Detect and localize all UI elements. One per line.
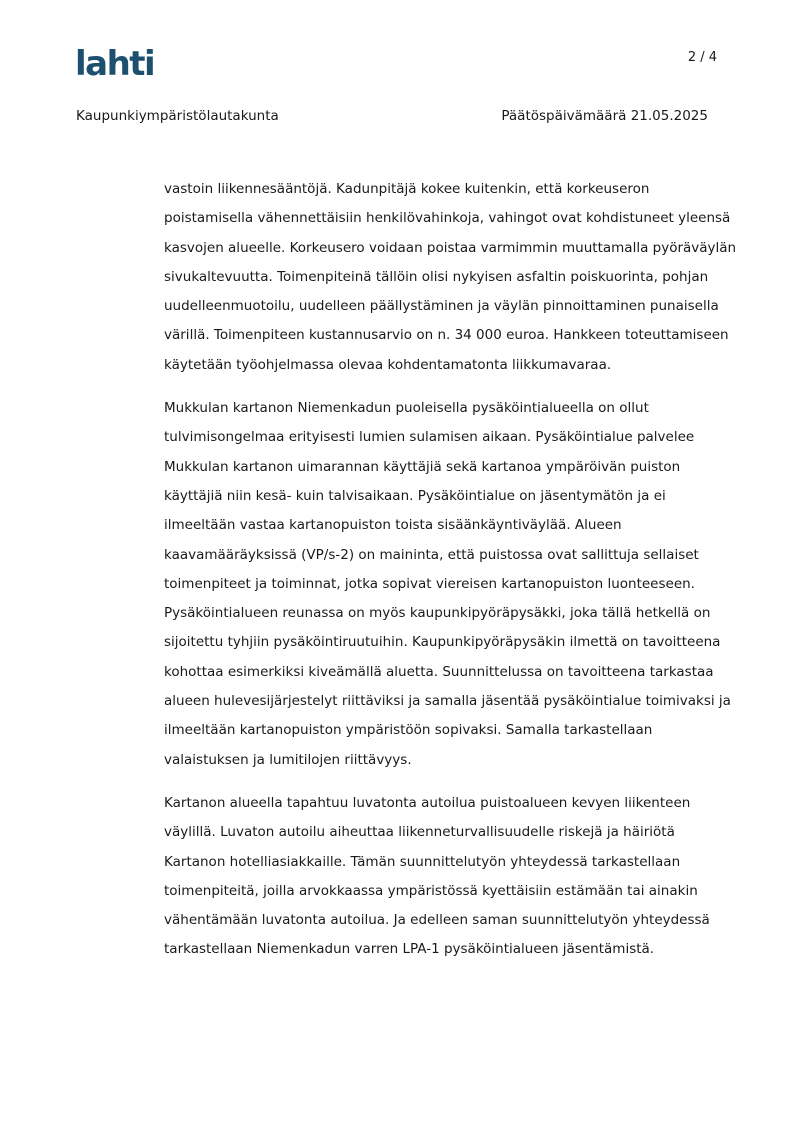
text-line: kasvojen alueelle. Korkeusero voidaan poistaa varmimmin muuttamalla pyöräväylän [164, 239, 737, 256]
text-line: Kartanon alueella tapahtuu luvatonta autoilua puistoalueen kevyen liikenteen [164, 794, 691, 811]
text-line: uudelleenmuotoilu, uudelleen päällystäminen ja väylän pinnoittaminen punaisella [164, 298, 719, 315]
text-line: kaavamääräyksissä (VP/s-2) on maininta, että puistossa ovat sallittuja sellaiset [164, 546, 699, 563]
text-line: toimenpiteet ja toiminnat, jotka sopivat viereisen kartanopuiston luonteeseen. [164, 575, 695, 592]
text-line: valaistuksen ja lumitilojen riittävyys. [164, 751, 412, 768]
paragraph [164, 789, 724, 965]
paragraph [164, 394, 731, 775]
text-line: vähentämään luvatonta autoilua. Ja edelleen saman suunnittelutyön yhteydessä [164, 912, 710, 929]
text-line: sivukaltevuutta. Toimenpiteinä tällöin olisi nykyisen asfaltin poiskuorinta, pohjan [164, 268, 709, 285]
text-line: värillä. Toimenpiteen kustannusarvio on n. 34 000 euroa. Hankkeen toteuttamiseen [164, 327, 729, 344]
text-line: käytetään työohjelmassa olevaa kohdentamatonta liikkumavaraa. [164, 356, 612, 373]
text-line: tarkastellaan Niemenkadun varren LPA-1 pysäköintialueen jäsentämistä. [164, 941, 655, 958]
text-line: ilmeeltään vastaa kartanopuiston toista sisäänkäyntiväylää. Alueen [164, 517, 622, 534]
text-line: alueen hulevesijärjestelyt riittäviksi ja samalla jäsentää pysäköintialue toimivaksi ja [164, 693, 731, 710]
text-line: poistamisella vähennettäisiin henkilövahinkoja, vahingot ovat kohdistuneet yleensä [164, 210, 731, 227]
text-line: väylillä. Luvaton autoilu aiheuttaa liikenneturvallisuudelle riskejä ja häiriötä [164, 824, 675, 841]
paragraph [164, 175, 737, 380]
text-line: toimenpiteitä, joilla arvokkaassa ympäristössä kyettäisiin estämään tai ainakin [164, 882, 698, 899]
document-body [164, 175, 737, 979]
text-line: käyttäjiä niin kesä- kuin talvisaikaan. Pysäköintialue on jäsentymätön ja ei [164, 487, 666, 504]
text-line: Pysäköintialueen reunassa on myös kaupunkipyöräpysäkki, joka tällä hetkellä on [164, 605, 711, 622]
text-line: tulvimisongelmaa erityisesti lumien sulamisen aikaan. Pysäköintialue palvelee [164, 429, 695, 446]
lahti-logo: lahti [75, 44, 155, 84]
decision-date: Päätöspäivämäärä 21.05.2025 [501, 108, 708, 124]
text-line: Mukkulan kartanon uimarannan käyttäjiä sekä kartanoa ympäröivän puiston [164, 458, 681, 475]
text-line: Mukkulan kartanon Niemenkadun puoleisella pysäköintialueella on ollut [164, 400, 649, 417]
text-line: Kartanon hotelliasiakkaille. Tämän suunnittelutyön yhteydessä tarkastellaan [164, 853, 681, 870]
text-line: vastoin liikennesääntöjä. Kadunpitäjä kokee kuitenkin, että korkeuseron [164, 181, 650, 197]
text-line: ilmeeltään kartanopuiston ympäristöön sopivaksi. Samalla tarkastellaan [164, 722, 653, 739]
text-line: kohottaa esimerkiksi kiveämällä aluetta. Suunnittelussa on tavoitteena tarkastaa [164, 663, 714, 680]
text-line: sijoitettu tyhjiin pysäköintiruutuihin. Kaupunkipyöräpysäkin ilmettä on tavoitteena [164, 634, 721, 651]
organization-name: Kaupunkiympäristölautakunta [76, 108, 279, 124]
page-number: 2 / 4 [687, 50, 717, 65]
